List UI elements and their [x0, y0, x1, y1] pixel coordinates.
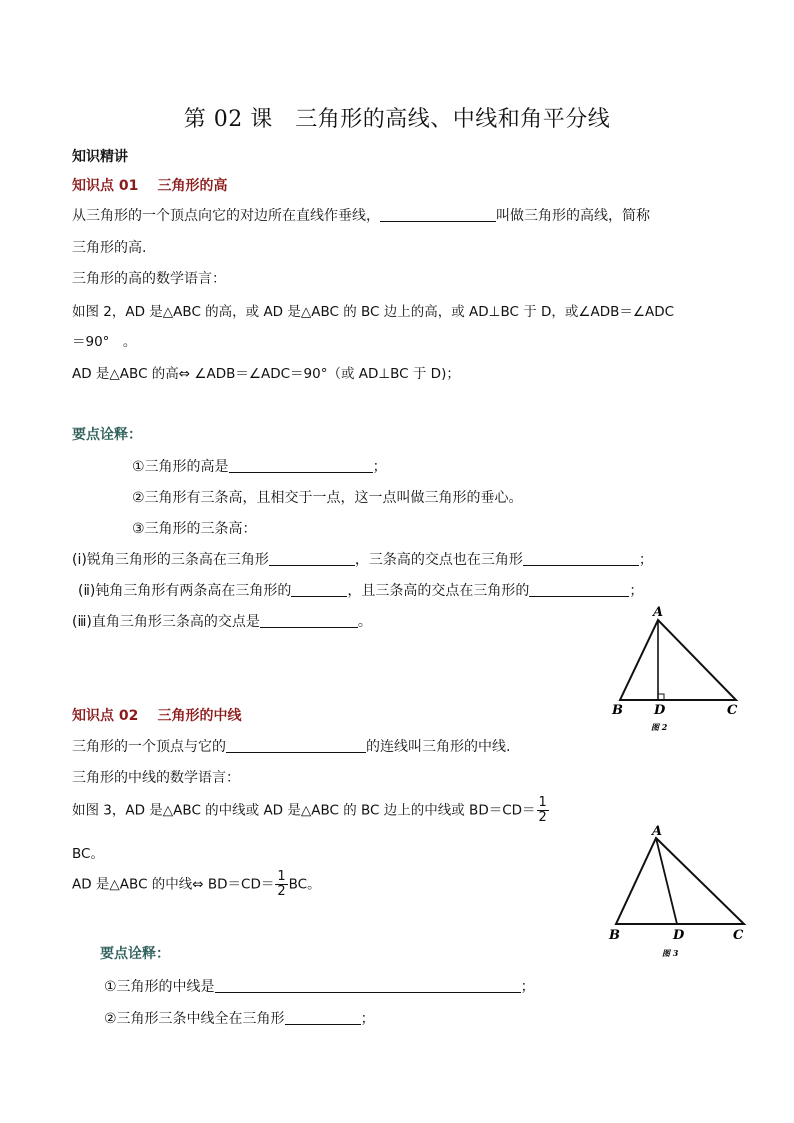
answer-blank[interactable] [260, 613, 358, 628]
point2-topic: 三角形的中线 [157, 708, 242, 724]
point2-note1 [104, 976, 535, 996]
vertex-d-label: D [654, 703, 666, 718]
vertex-c-label: C [727, 703, 738, 718]
point2-example-line1 [72, 796, 550, 825]
section-heading: 知识精讲 [72, 149, 128, 165]
point2-definition [72, 736, 510, 756]
answer-blank[interactable] [226, 738, 366, 753]
vertex-b-label: B [609, 928, 620, 943]
note-text: ①三角形的中线是 [104, 979, 215, 995]
numerator: 1 [538, 795, 547, 810]
point1-example-line2: ＝90° 。 [72, 334, 137, 350]
fraction-one-half [537, 796, 549, 825]
answer-blank[interactable] [269, 551, 355, 566]
def-text-after: 叫做三角形的高线，简称 [496, 208, 650, 224]
def-text-after: 的连线叫三角形的中线. [366, 739, 511, 755]
point1-definition [72, 205, 650, 225]
point1-notes-heading: 要点诠释： [72, 427, 142, 443]
def-text-before: 从三角形的一个顶点向它的对边所在直线作垂线， [72, 208, 380, 224]
vertex-a-label: A [652, 824, 663, 839]
point2-math-language: 三角形的中线的数学语言： [72, 770, 240, 786]
answer-blank[interactable] [285, 1010, 361, 1025]
case-end: 。 [357, 614, 372, 630]
vertex-a-label: A [653, 605, 664, 620]
def-text-before: 三角形的一个顶点与它的 [72, 739, 226, 755]
case-end: ； [629, 583, 644, 599]
note-text: ①三角形的高是 [132, 459, 229, 475]
point1-topic: 三角形的高 [157, 178, 228, 194]
point1-note3: ③三角形的三条高： [132, 521, 257, 537]
answer-blank[interactable] [291, 582, 347, 597]
vertex-d-label: D [673, 928, 685, 943]
vertex-b-label: B [612, 703, 623, 718]
figure-3-triangle-median [604, 822, 756, 962]
point1-example-line1: 如图 2，AD 是△ABC 的高，或 AD 是△ABC 的 BC 边上的高，或 AD⊥BC 于 D，或∠ADB＝∠ADC [72, 304, 675, 320]
point2-note2 [104, 1008, 375, 1028]
example-text: 如图 3，AD 是△ABC 的中线或 AD 是△ABC 的 BC 边上的中线或 BD＝CD＝ [72, 802, 536, 819]
note-end: ； [360, 1011, 375, 1027]
median-ad [656, 838, 677, 924]
case-text: (ⅲ)直角三角形三条高的交点是 [72, 614, 260, 630]
point1-note2: ②三角形有三条高，且相交于一点，这一点叫做三角形的垂心。 [132, 490, 523, 506]
case-text: (ⅱ)钝角三角形有两条高在三角形的 [78, 583, 292, 599]
point1-math-language: 三角形的高的数学语言： [72, 271, 226, 287]
answer-blank[interactable] [529, 582, 629, 597]
case-text: ，且三条高的交点在三角形的 [347, 583, 530, 599]
case-acute [72, 549, 653, 569]
point1-note1 [132, 456, 387, 476]
point1-label: 知识点 01 [72, 178, 139, 194]
point2-example-line2: BC。 [72, 846, 104, 862]
denominator: 2 [538, 810, 547, 825]
page-title: 第 02 课 三角形的高线、中线和角平分线 [183, 107, 611, 132]
figure-2-triangle-altitude [604, 600, 756, 736]
triangle-abc [620, 620, 736, 700]
case-text: ，三条高的交点也在三角形 [354, 552, 523, 568]
case-right [72, 611, 372, 631]
point2-notes-heading: 要点诠释： [100, 946, 170, 962]
point1-def-line2: 三角形的高. [72, 240, 147, 256]
note-end: ； [520, 979, 535, 995]
triangle-abc [616, 838, 744, 924]
point2-heading [72, 705, 241, 725]
answer-blank[interactable] [229, 458, 373, 473]
case-end: ； [638, 552, 653, 568]
fraction-one-half [275, 870, 287, 899]
answer-blank[interactable] [215, 978, 521, 993]
numerator: 1 [277, 869, 286, 884]
answer-blank[interactable] [380, 207, 496, 222]
point2-label: 知识点 02 [72, 708, 139, 724]
equiv-text: BC。 [288, 876, 321, 893]
figure-3-caption: 图 3 [662, 948, 679, 958]
denominator: 2 [277, 884, 286, 899]
equiv-text: AD 是△ABC 的中线⇔ BD＝CD＝ [72, 876, 275, 893]
note-text: ②三角形三条中线全在三角形 [104, 1011, 285, 1027]
point2-equivalence [72, 870, 321, 899]
figure-2-caption: 图 2 [651, 722, 668, 732]
answer-blank[interactable] [523, 551, 639, 566]
point1-heading [72, 175, 227, 195]
case-obtuse [78, 580, 643, 600]
case-text: (ⅰ)锐角三角形的三条高在三角形 [72, 552, 269, 568]
point1-equivalence: AD 是△ABC 的高⇔ ∠ADB＝∠ADC＝90°（或 AD⊥BC 于 D)； [72, 366, 460, 382]
note-end: ； [372, 459, 387, 475]
vertex-c-label: C [733, 928, 744, 943]
